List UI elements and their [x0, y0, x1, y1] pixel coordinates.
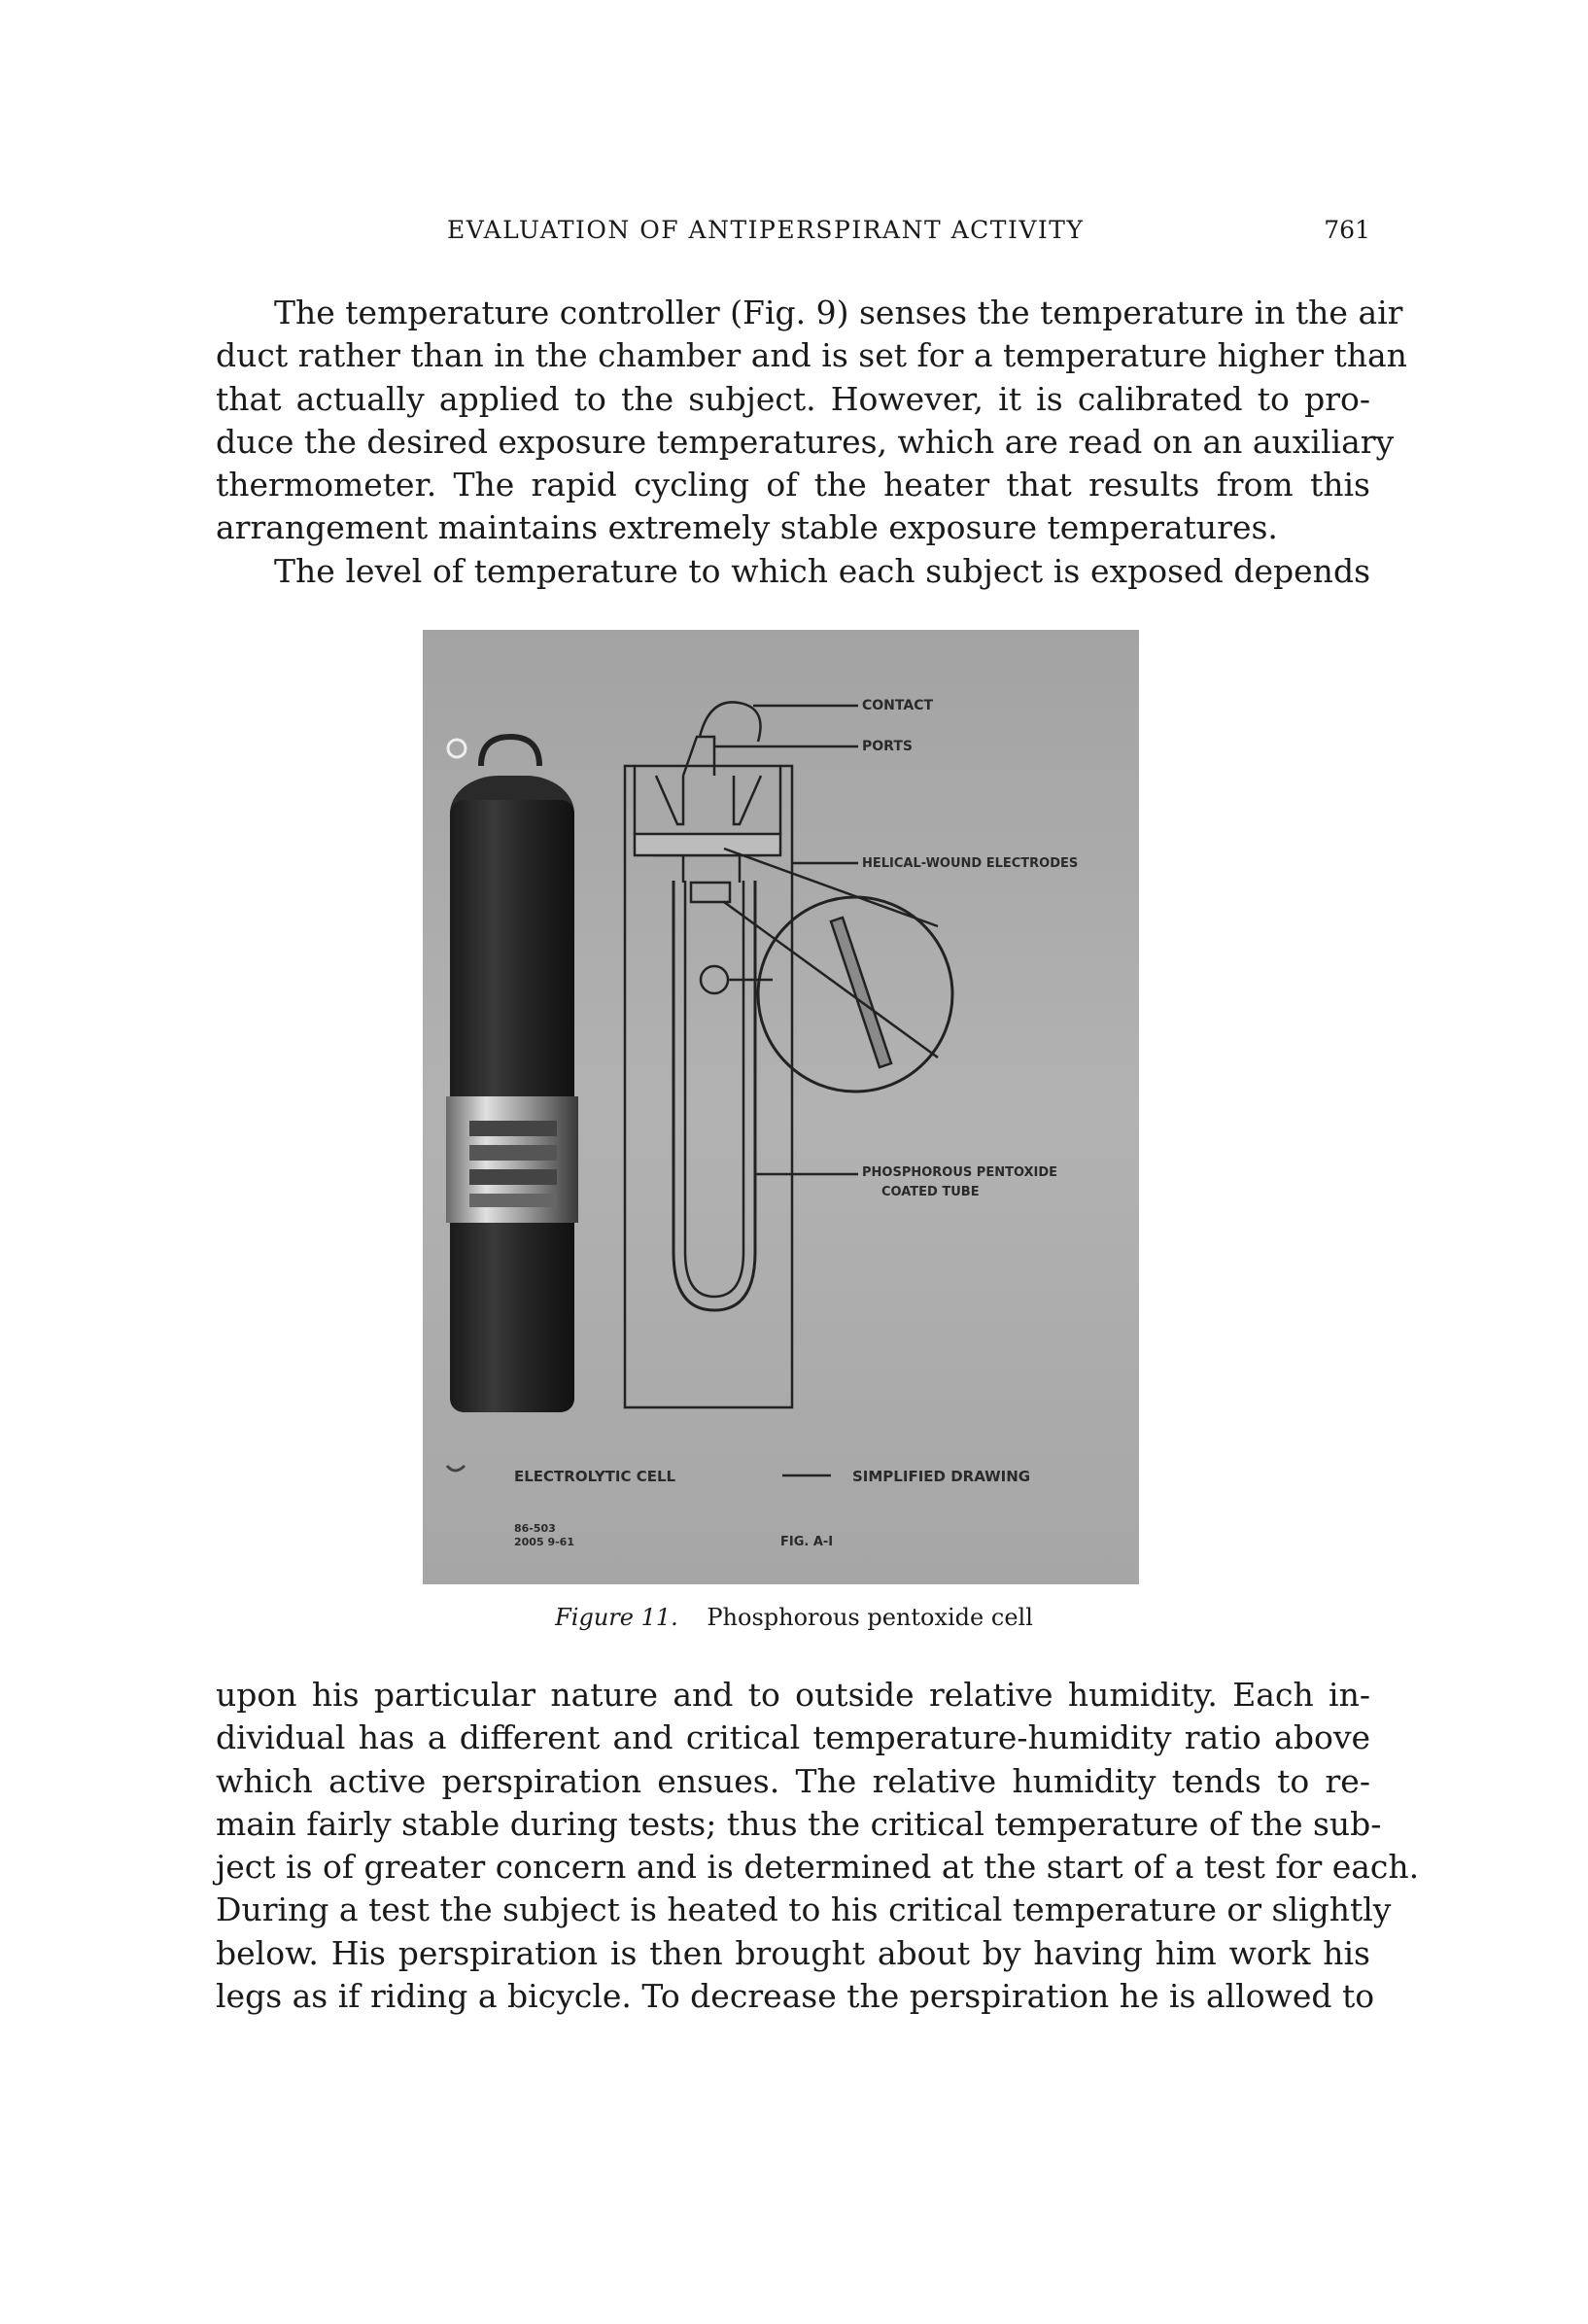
text-line: legs as if riding a bicycle. To decrease the perspiration he is allowed to — [216, 1977, 1375, 2016]
label-contact: CONTACT — [862, 698, 934, 713]
electrolytic-cell-photo — [446, 737, 578, 1412]
label-drawing-code: 86-503 — [514, 1522, 556, 1535]
text-line: ject is of greater concern and is determined at the start of a test for each. — [216, 1848, 1420, 1887]
label-drawing-date: 2005 9-61 — [514, 1536, 574, 1548]
running-title: EVALUATION OF ANTIPERSPIRANT ACTIVITY — [447, 216, 1085, 244]
figure-caption — [0, 1604, 1588, 1631]
page-number: 761 — [1324, 216, 1370, 244]
text-line: The temperature controller (Fig. 9) senses the temperature in the air — [274, 294, 1403, 331]
label-phosphorous-pentoxide: PHOSPHOROUS PENTOXIDE — [862, 1165, 1058, 1180]
text-line: duce the desired exposure temperatures, which are read on an auxiliary — [216, 422, 1395, 461]
text-line: that actually applied to the subject. However, it is calibrated to pro- — [216, 379, 1370, 418]
label-coated-tube: COATED TUBE — [881, 1185, 980, 1199]
figure-photograph — [423, 630, 1139, 1584]
text-line: dividual has a different and critical temperature-humidity ratio above — [216, 1718, 1370, 1757]
paragraph-2-start — [216, 550, 1370, 593]
text-line: upon his particular nature and to outside relative humidity. Each in- — [216, 1676, 1370, 1714]
text-line: thermometer. The rapid cycling of the heater that results from this — [216, 466, 1370, 504]
text-line: which active perspiration ensues. The relative humidity tends to re- — [216, 1761, 1370, 1800]
running-header — [216, 216, 1370, 255]
caption-text: Phosphorous pentoxide cell — [707, 1604, 1033, 1631]
paragraph-2-continued — [216, 1674, 1420, 2018]
text-line: The level of temperature to which each subject is exposed depends — [274, 552, 1370, 590]
label-helical-electrodes: HELICAL-WOUND ELECTRODES — [862, 856, 1079, 871]
text-line: below. His perspiration is then brought about by having him work his — [216, 1933, 1370, 1972]
phosphorous-pentoxide-cell-drawing — [423, 630, 1139, 1584]
text-line: duct rather than in the chamber and is set for a temperature higher than — [216, 336, 1407, 375]
label-ports: PORTS — [862, 739, 913, 754]
label-electrolytic-cell: ELECTROLYTIC CELL — [514, 1468, 676, 1485]
label-fig-number: FIG. A-I — [780, 1535, 834, 1549]
text-line: main fairly stable during tests; thus the critical temperature of the sub- — [216, 1804, 1382, 1843]
paragraph-1 — [216, 292, 1407, 550]
text-line: During a test the subject is heated to his critical temperature or slightly — [216, 1890, 1392, 1929]
text-line: arrangement maintains extremely stable exposure temperatures. — [216, 508, 1278, 547]
label-simplified-drawing: SIMPLIFIED DRAWING — [852, 1468, 1031, 1485]
caption-label: Figure 11. — [555, 1604, 678, 1631]
